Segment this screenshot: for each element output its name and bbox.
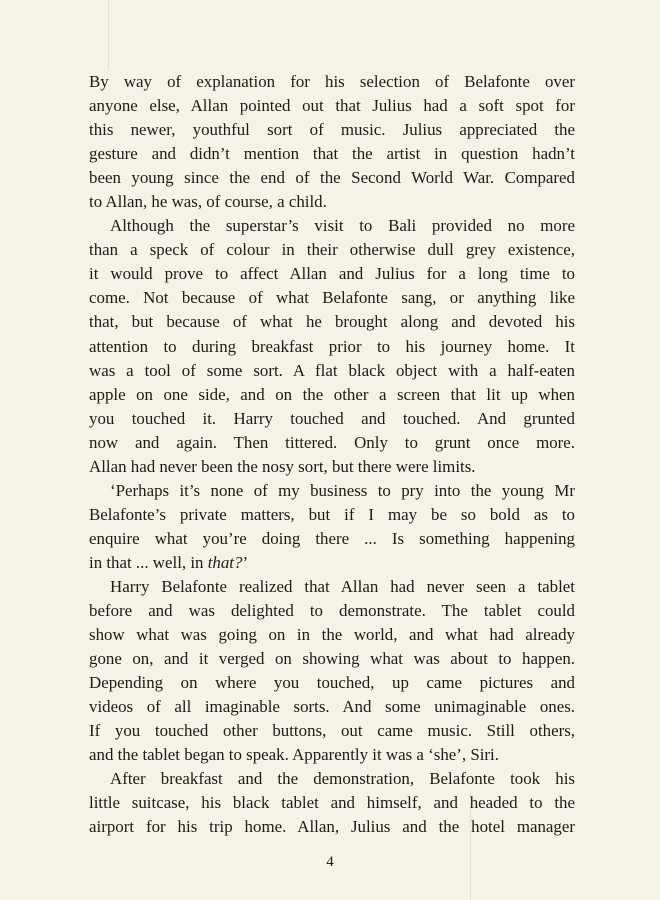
- line-text: in that ... well, in: [89, 552, 204, 572]
- text-line: Belafonte’s private matters, but if I may be so bold as to: [89, 504, 575, 524]
- text-line: was a tool of some sort. A flat black object with a half-eaten: [89, 360, 575, 380]
- text-line: it would prove to affect Allan and Julius for a long time to: [89, 264, 575, 284]
- text-line: attention to during breakfast prior to his journey home. It: [89, 336, 575, 356]
- closing-quote: ’: [242, 552, 249, 572]
- text-line: anyone else, Allan pointed out that Julius had a soft spot for: [89, 96, 575, 116]
- text-line: this newer, youthful sort of music. Julius appreciated the: [89, 120, 575, 140]
- page-number: 4: [326, 854, 334, 870]
- text-line: Harry Belafonte realized that Allan had never seen a tablet: [110, 576, 575, 596]
- text-line: before and was delighted to demonstrate. The tablet could: [89, 601, 575, 621]
- text-line: that, but because of what he brought along and devoted his: [89, 312, 575, 332]
- text-line: gesture and didn’t mention that the artist in question hadn’t: [89, 144, 575, 164]
- text-line: ‘Perhaps it’s none of my business to pry into the young Mr: [110, 480, 575, 500]
- text-line: By way of explanation for his selection of Belafonte over: [89, 72, 575, 91]
- text-line: little suitcase, his black tablet and himself, and headed to the: [89, 793, 575, 813]
- text-line: airport for his trip home. Allan, Julius and the hotel manager: [89, 817, 575, 837]
- text-line: If you touched other buttons, out came music. Still others,: [89, 721, 575, 741]
- text-line: gone on, and it verged on showing what was about to happen.: [89, 649, 575, 669]
- text-line: now and again. Then tittered. Only to grunt once more.: [89, 432, 575, 452]
- text-line: videos of all imaginable sorts. And some unimaginable ones.: [89, 697, 575, 717]
- text-line: enquire what you’re doing there ... Is something happening: [89, 528, 575, 548]
- text-line: Although the superstar’s visit to Bali provided no more: [110, 216, 575, 236]
- text-line: and the tablet began to speak. Apparently it was a ‘she’, Siri.: [89, 745, 499, 765]
- text-line: show what was going on in the world, and what had already: [89, 625, 575, 645]
- text-line: come. Not because of what Belafonte sang, or anything like: [89, 288, 575, 308]
- italic-word: that?: [207, 552, 243, 572]
- crease-mark-top: [108, 0, 109, 70]
- text-line: than a speck of colour in their otherwise dull grey existence,: [89, 240, 575, 260]
- text-line: After breakfast and the demonstration, Belafonte took his: [110, 769, 575, 789]
- text-line: Allan had never been the nosy sort, but there were limits.: [89, 456, 476, 476]
- body-text: [89, 70, 575, 840]
- text-line: to Allan, he was, of course, a child.: [89, 192, 327, 212]
- text-line: apple on one side, and on the other a screen that lit up when: [89, 384, 575, 404]
- text-line: you touched it. Harry touched and touched. And grunted: [89, 408, 575, 428]
- text-line-ending-italic: [89, 551, 575, 575]
- text-line: been young since the end of the Second World War. Compared: [89, 168, 575, 188]
- text-line: Depending on where you touched, up came pictures and: [89, 673, 575, 693]
